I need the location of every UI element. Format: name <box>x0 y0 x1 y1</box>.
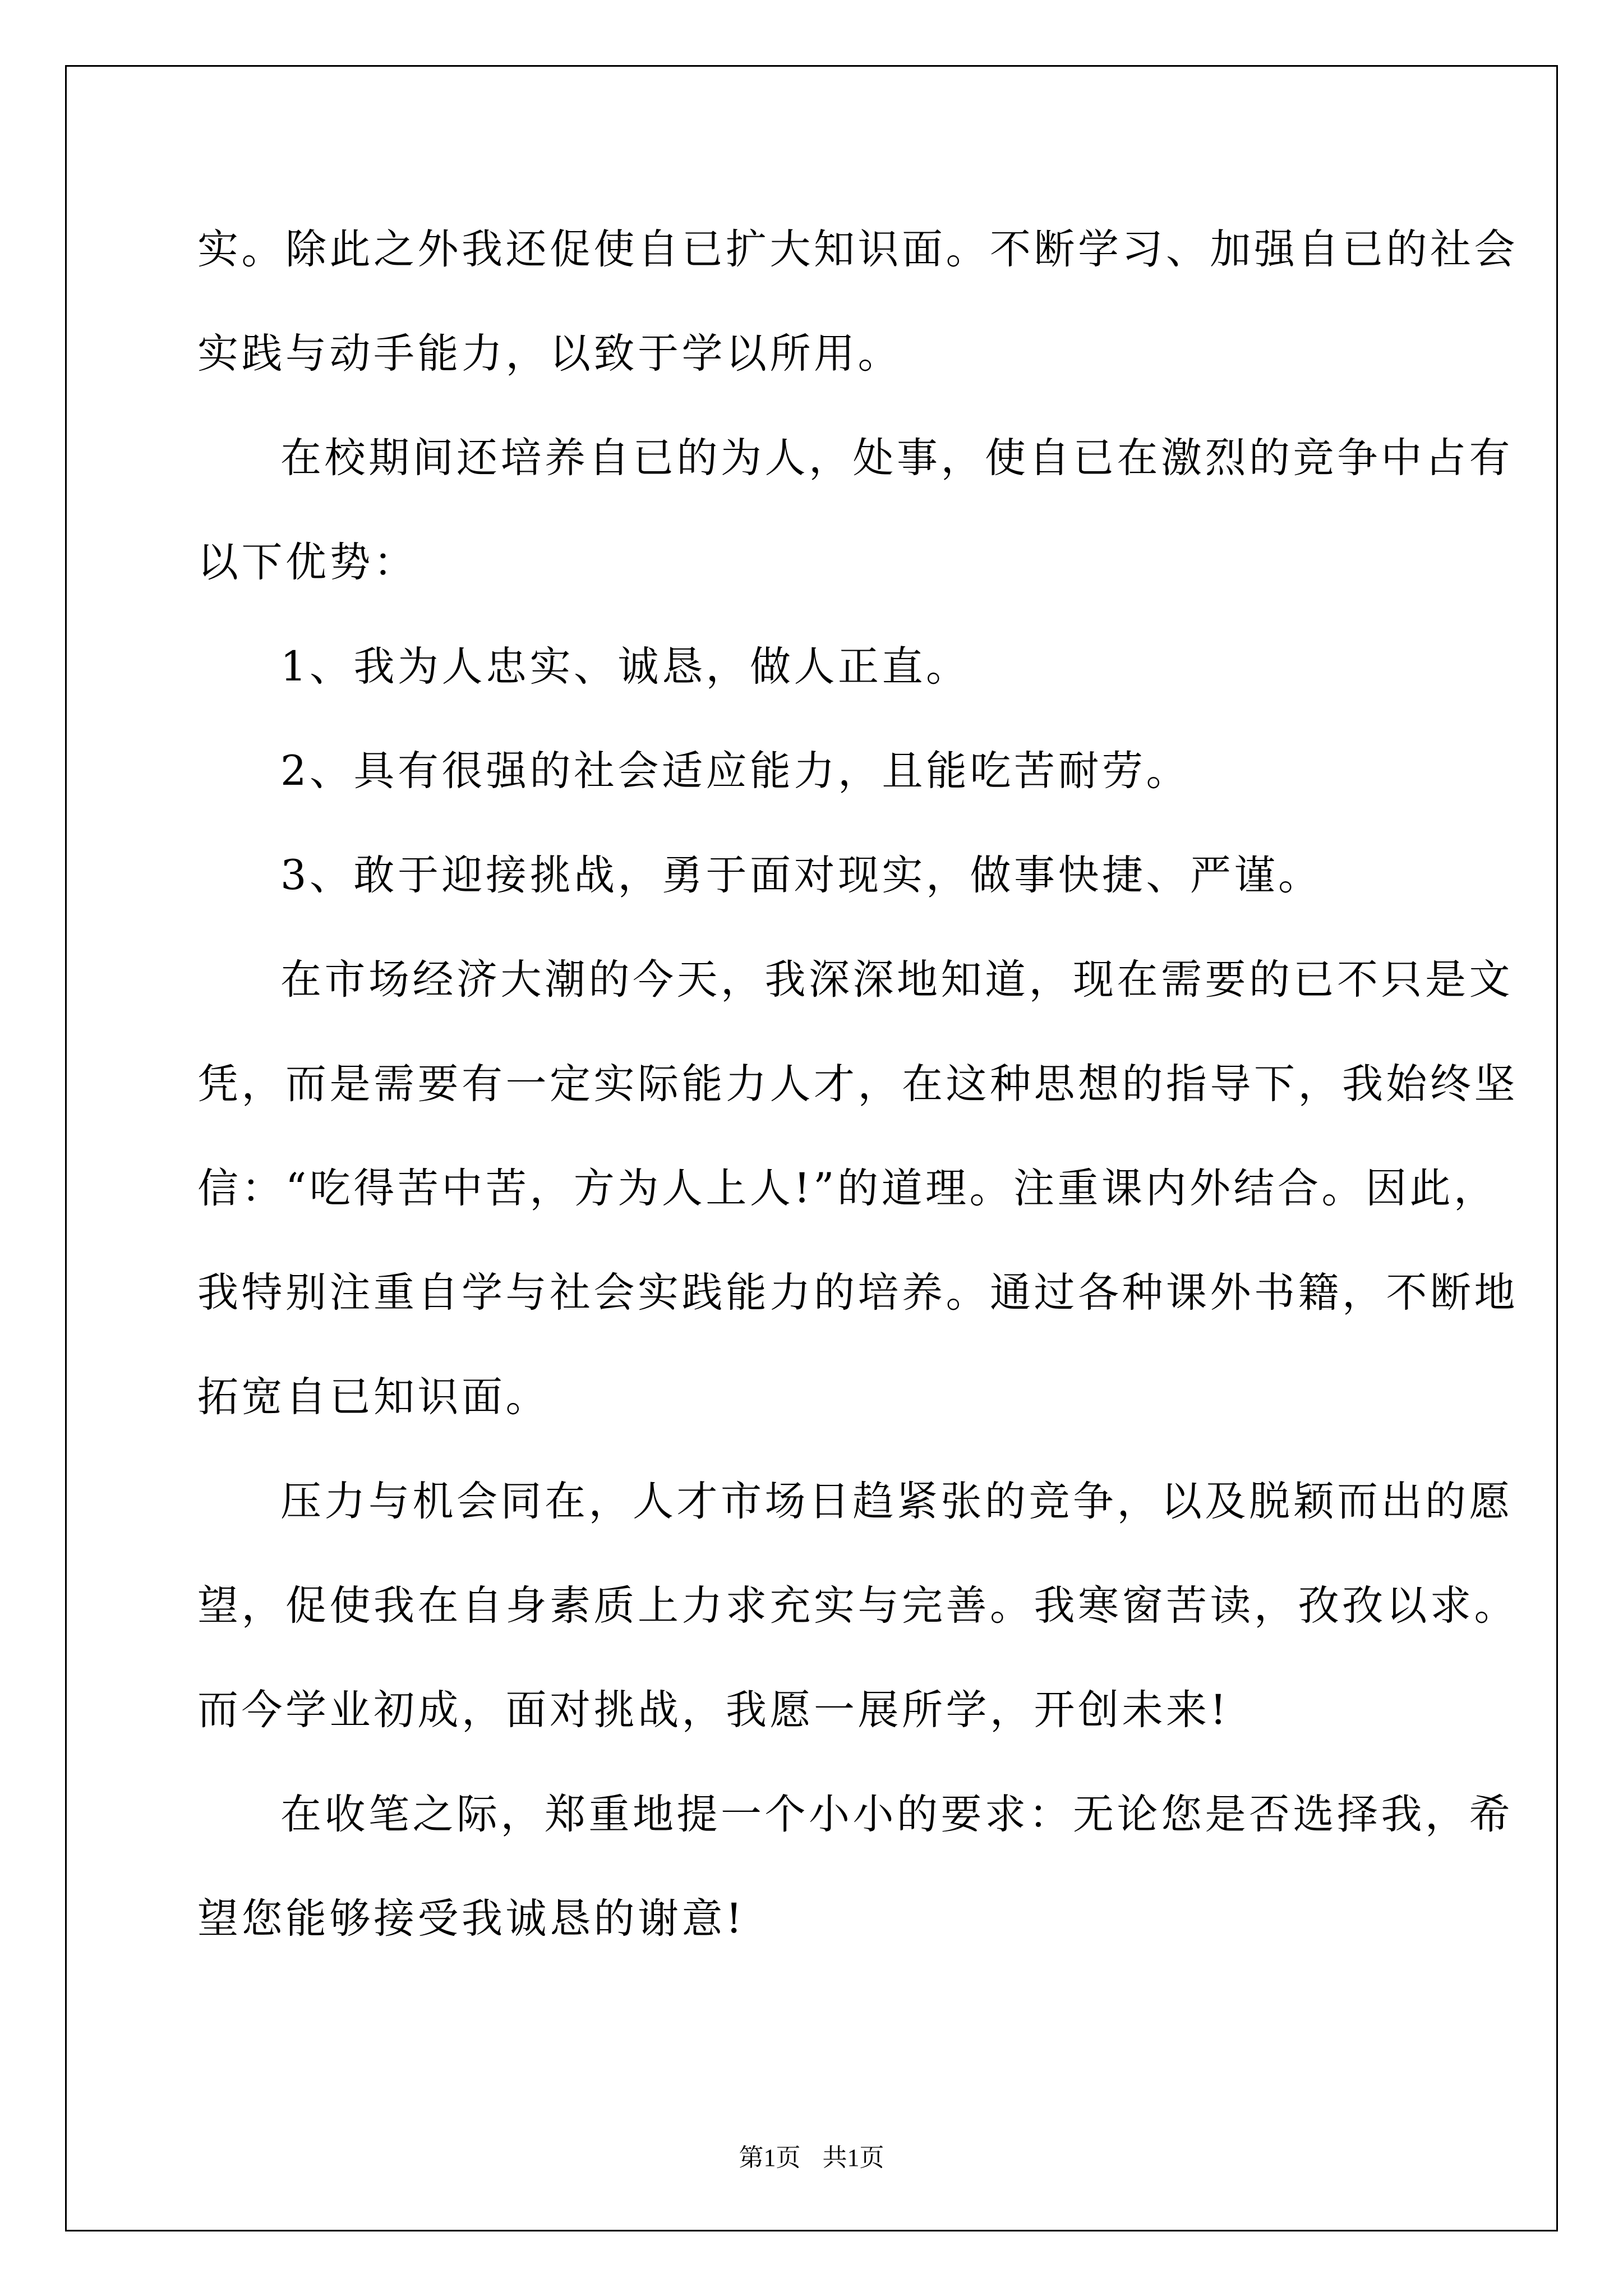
paragraph-6-line-2: 而今学业初成，面对挑战，我愿一展所学，开创未来! <box>197 1686 1230 1734</box>
paragraph-1-line-1: 以下优势： <box>197 539 418 586</box>
paragraph-0-line-0: 实。除此之外我还促使自已扩大知识面。不断学习、加强自已的社会 <box>197 226 1518 273</box>
paragraph-0-line-1: 实践与动手能力，以致于学以所用。 <box>197 330 902 378</box>
paragraph-2-line-0: 1、我为人忠实、诚恳，做人正直。 <box>280 643 970 691</box>
paragraph-5-line-2: 信：“吃得苦中苦，方为人上人!”的道理。注重课内外结合。因此， <box>197 1165 1498 1212</box>
paragraph-3-line-0: 2、具有很强的社会适应能力，且能吃苦耐劳。 <box>280 747 1190 795</box>
paragraph-7-line-0: 在收笔之际，郑重地提一个小小的要求：无论您是否选择我，希 <box>280 1791 1513 1838</box>
paragraph-1-line-0: 在校期间还培养自已的为人，处事，使自已在激烈的竞争中占有 <box>280 434 1513 482</box>
page-footer <box>0 2137 1623 2173</box>
paragraph-5-line-1: 凭，而是需要有一定实际能力人才，在这种思想的指导下，我始终坚 <box>197 1060 1518 1108</box>
paragraph-7-line-1: 望您能够接受我诚恳的谢意! <box>197 1895 745 1943</box>
paragraph-5-line-3: 我特别注重自学与社会实践能力的培养。通过各种课外书籍，不断地 <box>197 1269 1518 1317</box>
paragraph-6-line-1: 望，促使我在自身素质上力求充实与完善。我寒窗苦读，孜孜以求。 <box>197 1582 1518 1630</box>
paragraph-5-line-0: 在市场经济大潮的今天，我深深地知道，现在需要的已不只是文 <box>280 956 1513 1004</box>
page-total: 共1页 <box>822 2144 884 2171</box>
paragraph-5-line-4: 拓宽自已知识面。 <box>197 1373 550 1421</box>
paragraph-4-line-0: 3、敢于迎接挑战，勇于面对现实，做事快捷、严谨。 <box>280 852 1322 899</box>
page-number: 第1页 <box>739 2144 801 2171</box>
document-body <box>197 208 1518 1981</box>
paragraph-6-line-0: 压力与机会同在，人才市场日趋紧张的竞争，以及脱颖而出的愿 <box>280 1478 1513 1525</box>
